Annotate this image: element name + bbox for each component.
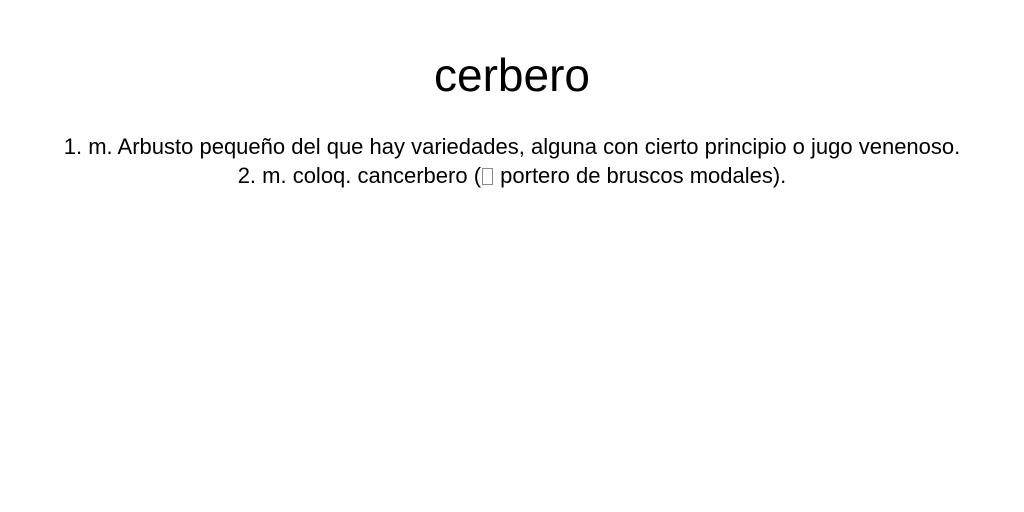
entry-word: cerbero — [434, 49, 590, 101]
missing-glyph-icon — [482, 168, 493, 185]
definition-list — [40, 128, 984, 191]
definition-2-suffix: portero de bruscos modales). — [494, 163, 787, 188]
definition-1-text: 1. m. Arbusto pequeño del que hay variedades, alguna con cierto principio o jugo venenoso. — [63, 134, 961, 159]
definition-2-prefix: 2. m. coloq. cancerbero ( — [237, 163, 482, 188]
